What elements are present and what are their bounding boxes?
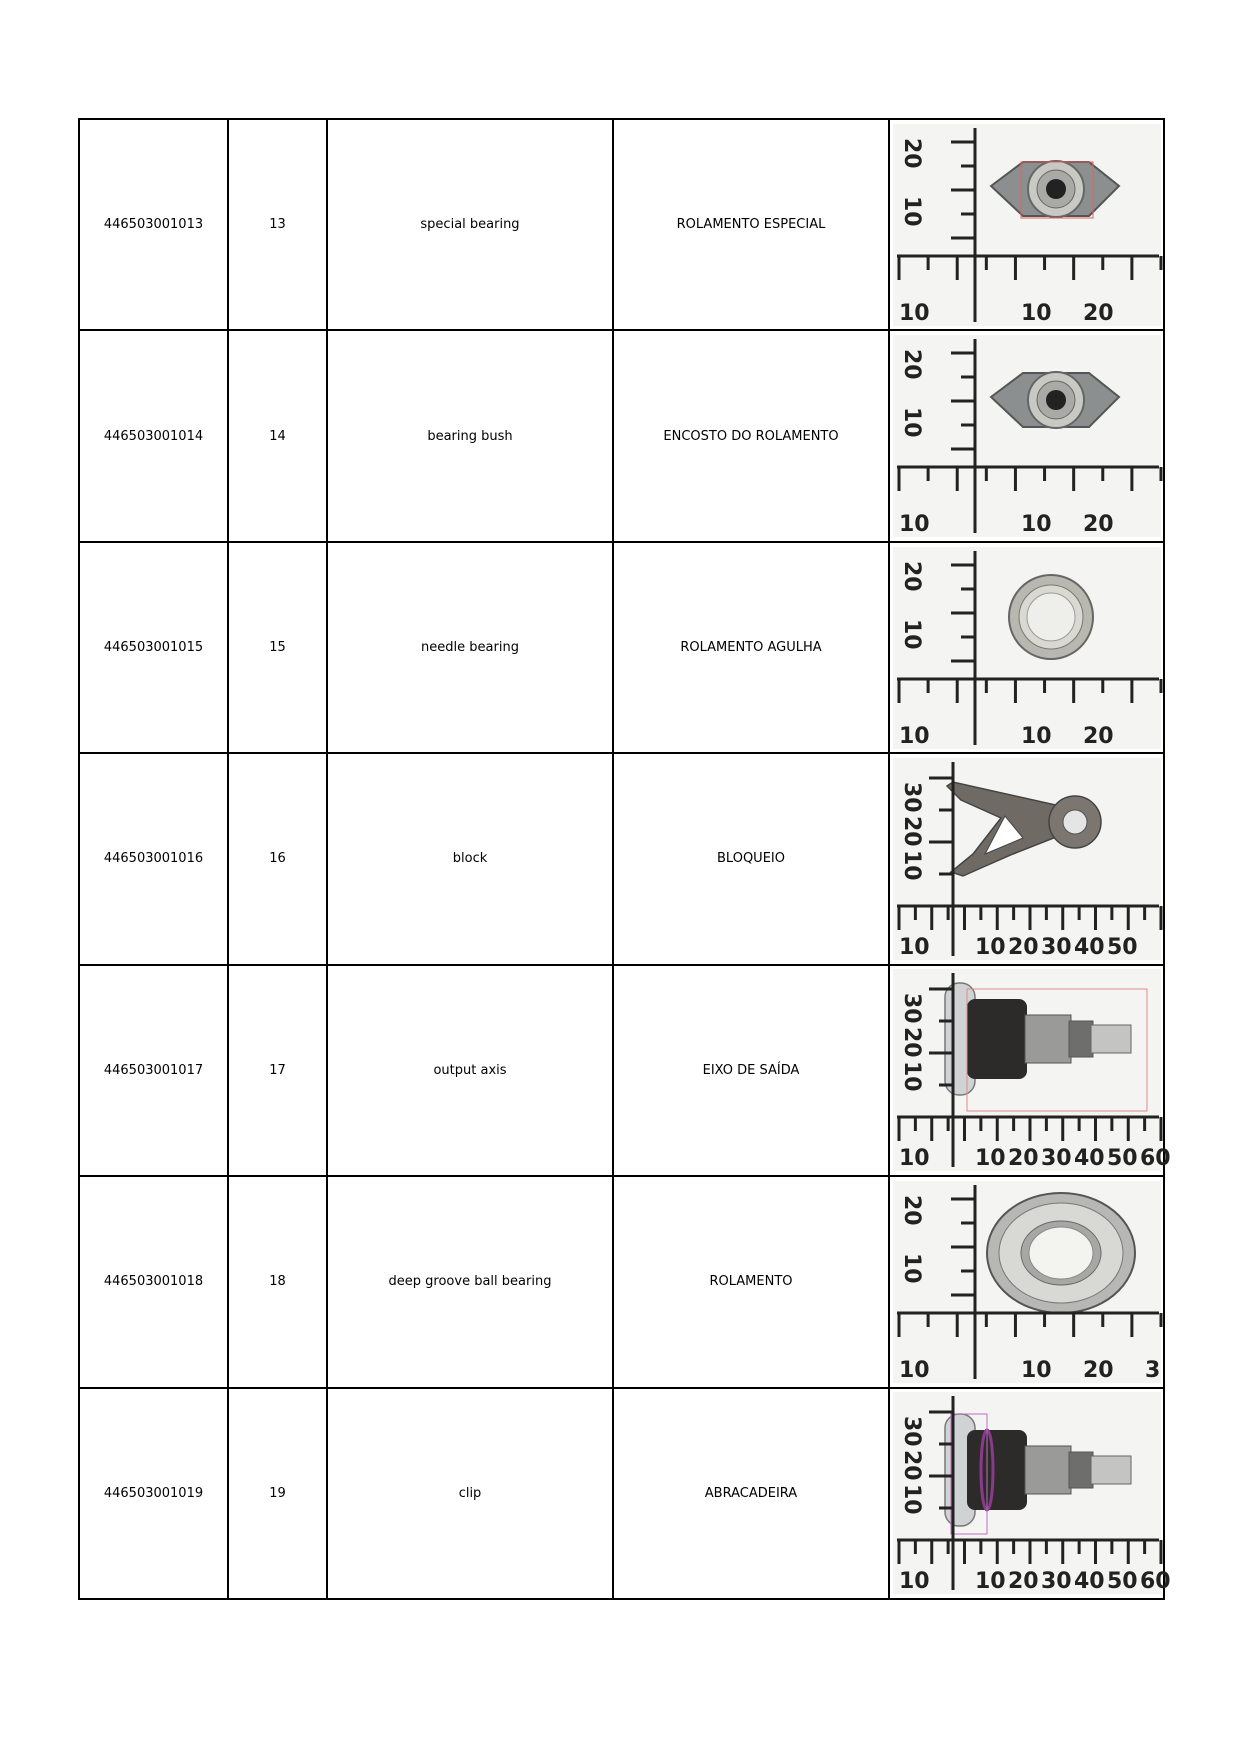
name-english-cell: bearing bush — [327, 330, 613, 541]
ruler-left-label: 10 — [898, 1569, 930, 1595]
name-portuguese-cell: ENCOSTO DO ROLAMENTO — [613, 330, 889, 541]
ruler-y-label: 10 — [898, 407, 924, 438]
name-portuguese-cell: BLOQUEIO — [613, 753, 889, 964]
part-code-cell: 446503001015 — [79, 542, 228, 753]
ruler-y-label: 10 — [898, 195, 924, 227]
part-photo-cell — [889, 965, 1171, 1176]
output-axis-photo — [893, 969, 1171, 1172]
ruler-y-label: 20 — [898, 1194, 924, 1226]
item-number-cell: 13 — [228, 119, 327, 330]
ruler-x-label: 50 — [1106, 934, 1138, 960]
part-photo-cell — [889, 1388, 1171, 1599]
ruler-left-label: 10 — [898, 723, 930, 749]
ball-bearing-photo — [987, 1193, 1135, 1313]
clip-photo — [893, 1392, 1171, 1595]
ruler-x-label: 20 — [1007, 1146, 1039, 1172]
ruler-y-label: 20 — [898, 137, 924, 169]
part-photo-cell — [889, 119, 1164, 330]
ruler-x-label: 50 — [1106, 1146, 1138, 1172]
ruler-left-label: 10 — [898, 934, 930, 960]
table-row — [79, 119, 1164, 330]
ruler-x-label: 60 — [1139, 1146, 1171, 1172]
ruler-y-label: 10 — [898, 1252, 924, 1284]
ruler-x-label: 40 — [1073, 1146, 1105, 1172]
name-portuguese-cell: ABRACADEIRA — [613, 1388, 889, 1599]
ruler-x-label: 10 — [1020, 1357, 1052, 1383]
ruler-y-label: 10 — [898, 618, 924, 650]
part-code-cell: 446503001013 — [79, 119, 228, 330]
table-row — [79, 1176, 1164, 1387]
ruler-x-label: 20 — [1082, 1357, 1114, 1383]
ruler-y-label: 10 — [898, 1061, 924, 1093]
name-english-cell: special bearing — [327, 119, 613, 330]
bearing-bush-photo — [893, 335, 1161, 537]
ruler-x-label: 20 — [1007, 934, 1039, 960]
ruler-x-label: 30 — [1040, 1146, 1072, 1172]
ruler-x-label: 20 — [1007, 1569, 1039, 1595]
name-portuguese-cell: ROLAMENTO ESPECIAL — [613, 119, 889, 330]
ruler-left-label: 10 — [898, 1146, 930, 1172]
ruler-x-label: 20 — [1082, 512, 1114, 538]
parts-table-body — [79, 119, 1171, 1599]
part-code-cell: 446503001014 — [79, 330, 228, 541]
name-english-cell: block — [327, 753, 613, 964]
table-row — [79, 965, 1164, 1176]
ball-bearing-photo — [893, 1181, 1161, 1383]
ruler-y-label: 30 — [898, 781, 924, 813]
ruler-x-label: 10 — [974, 1146, 1006, 1172]
ruler-x-label: 20 — [1082, 723, 1114, 749]
table-row — [79, 542, 1164, 753]
ruler-left-label: 10 — [898, 1357, 930, 1383]
ruler-y-label: 20 — [898, 1450, 924, 1481]
ruler-x-label: 30 — [1040, 934, 1072, 960]
ruler-x-label: 40 — [1073, 934, 1105, 960]
part-photo-cell — [889, 753, 1164, 964]
item-number-cell: 18 — [228, 1176, 327, 1387]
ruler-x-label: 10 — [1020, 723, 1052, 749]
item-number-cell: 16 — [228, 753, 327, 964]
ruler-left-label: 10 — [898, 512, 930, 538]
ruler-x-label: 10 — [1020, 512, 1052, 538]
ruler-x-label: 30 — [1040, 1569, 1072, 1595]
ruler-y-label: 20 — [898, 815, 924, 847]
part-code-cell: 446503001017 — [79, 965, 228, 1176]
item-number-cell: 19 — [228, 1388, 327, 1599]
ruler-x-label: 3 — [1144, 1357, 1160, 1383]
parts-table — [78, 118, 1171, 1600]
name-english-cell: needle bearing — [327, 542, 613, 753]
name-english-cell: clip — [327, 1388, 613, 1599]
part-code-cell: 446503001018 — [79, 1176, 228, 1387]
needle-bearing-photo — [893, 547, 1161, 749]
ruler-x-label: 10 — [974, 934, 1006, 960]
table-row — [79, 1388, 1164, 1599]
ruler-x-label: 50 — [1106, 1569, 1138, 1595]
item-number-cell: 17 — [228, 965, 327, 1176]
ruler-left-label: 10 — [898, 300, 930, 326]
block-photo — [893, 758, 1161, 960]
name-portuguese-cell: ROLAMENTO — [613, 1176, 889, 1387]
special-bearing-photo — [893, 124, 1161, 326]
ruler-y-label: 20 — [898, 560, 924, 592]
name-portuguese-cell: ROLAMENTO AGULHA — [613, 542, 889, 753]
ruler-x-label: 60 — [1139, 1569, 1171, 1595]
part-code-cell: 446503001019 — [79, 1388, 228, 1599]
item-number-cell: 14 — [228, 330, 327, 541]
ruler-x-label: 10 — [1020, 300, 1052, 326]
ruler-x-label: 40 — [1073, 1569, 1105, 1595]
name-portuguese-cell: EIXO DE SAÍDA — [613, 965, 889, 1176]
ruler-y-label: 10 — [898, 1484, 924, 1515]
part-code-cell: 446503001016 — [79, 753, 228, 964]
part-photo-cell — [889, 542, 1164, 753]
ruler-x-label: 20 — [1082, 300, 1114, 326]
table-row — [79, 753, 1164, 964]
ruler-x-label: 10 — [974, 1569, 1006, 1595]
part-photo-cell — [889, 1176, 1164, 1387]
item-number-cell: 15 — [228, 542, 327, 753]
ruler-y-label: 30 — [898, 1416, 924, 1447]
ruler-y-label: 20 — [898, 1027, 924, 1059]
ruler-y-label: 10 — [898, 849, 924, 881]
ruler-y-label: 30 — [898, 993, 924, 1025]
name-english-cell: output axis — [327, 965, 613, 1176]
needle-bearing-photo — [1009, 575, 1093, 659]
ruler-y-label: 20 — [898, 349, 924, 380]
part-photo-cell — [889, 330, 1164, 541]
name-english-cell: deep groove ball bearing — [327, 1176, 613, 1387]
table-row — [79, 330, 1164, 541]
